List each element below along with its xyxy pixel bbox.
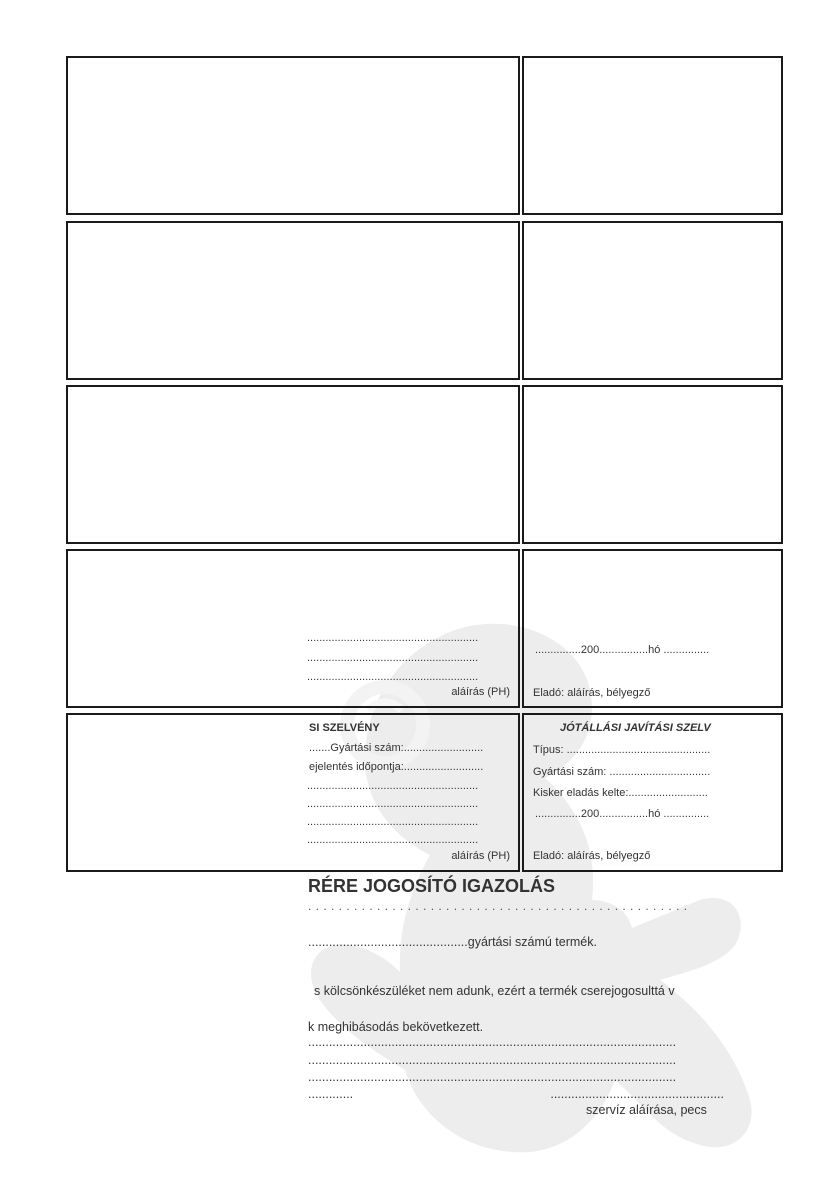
certificate-dotline-2: .......................................................................................................... bbox=[308, 1053, 677, 1067]
coupon-4-seller-signature: Eladó: aláírás, bélyegző bbox=[533, 687, 651, 699]
certificate-dotline-3: .......................................................................................................... bbox=[308, 1070, 677, 1084]
coupon-2-stub-box bbox=[522, 221, 783, 380]
coupon-5-seller-signature: Eladó: aláírás, bélyegző bbox=[533, 850, 651, 862]
certificate-short-dots: ............. bbox=[308, 1087, 354, 1101]
coupon-5-stub-serial-line: Gyártási szám: ................................. bbox=[533, 766, 711, 778]
coupon-5-serial-line: .......Gyártási szám:.......................... bbox=[309, 742, 484, 754]
coupon-1-main-box bbox=[66, 56, 520, 215]
certificate-loan-line: s kölcsönkészüléket nem adunk, ezért a termék cserejogosulttá v bbox=[314, 984, 675, 998]
coupon-5-date-line: ...............200................hó ............... bbox=[535, 808, 710, 820]
coupon-5-dotline-3: ........................................................ bbox=[307, 816, 479, 828]
coupon-5-stub-heading: JÓTÁLLÁSI JAVÍTÁSI SZELV bbox=[560, 722, 711, 734]
coupon-2-main-box bbox=[66, 221, 520, 380]
certificate-title: RÉRE JOGOSÍTÓ IGAZOLÁS bbox=[308, 876, 556, 896]
coupon-5-dotline-1: ........................................................ bbox=[307, 780, 479, 792]
coupon-5-heading: SI SZELVÉNY bbox=[309, 722, 380, 734]
coupon-4-stub-box bbox=[522, 549, 783, 708]
coupon-3-stub-box bbox=[522, 385, 783, 544]
certificate-sign-dots: .................................................. bbox=[550, 1087, 724, 1101]
coupon-5-type-line: Típus: ............................................... bbox=[533, 744, 711, 756]
coupon-4-dotline-3: ........................................................ bbox=[307, 671, 479, 683]
coupon-5-report-date-line: ejelentés időpontja:.......................... bbox=[309, 761, 484, 773]
coupon-1-stub-box bbox=[522, 56, 783, 215]
certificate-product-line: ..............................................gyártási számú termék. bbox=[308, 935, 597, 949]
coupon-5-dotline-2: ........................................................ bbox=[307, 798, 479, 810]
coupon-5-signature-label: aláírás (PH) bbox=[451, 850, 510, 862]
coupon-3-main-box bbox=[66, 385, 520, 544]
coupon-4-date-line: ...............200................hó ............... bbox=[535, 644, 710, 656]
certificate-fault-line: k meghibásodás bekövetkezett. bbox=[308, 1020, 484, 1034]
coupon-4-dotline-1: ........................................................ bbox=[307, 632, 479, 644]
coupon-4-dotline-2: ........................................................ bbox=[307, 652, 479, 664]
coupon-5-dotline-4: ........................................................ bbox=[307, 834, 479, 846]
certificate-spaced-dots: . . . . . . . . . . . . . . . . . . . . . . . . . . . . . . . . . . . . . . . . . . . . . . . . . . bbox=[308, 899, 688, 913]
coupon-5-sale-date-line: Kisker eladás kelte:.......................... bbox=[533, 787, 708, 799]
certificate-dotline-1: .......................................................................................................... bbox=[308, 1035, 677, 1049]
service-signature-label: szervíz aláírása, pecs bbox=[586, 1103, 707, 1117]
coupon-4-signature-label: aláírás (PH) bbox=[451, 686, 510, 698]
